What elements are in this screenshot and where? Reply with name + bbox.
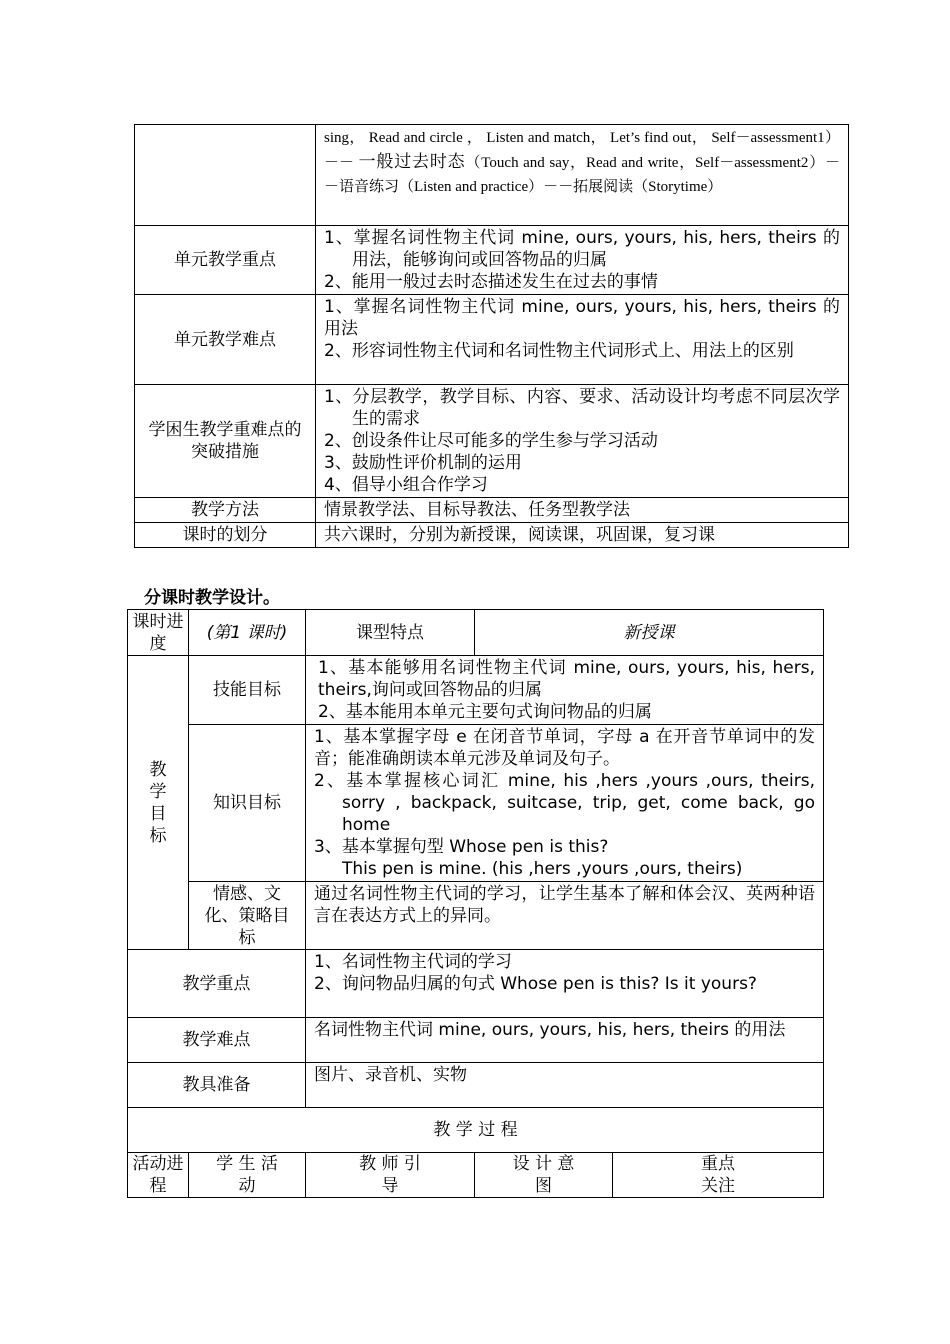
lesson-type-value: 新授课 (475, 610, 824, 656)
struggling-students-content: 1、分层教学，教学目标、内容、要求、活动设计均考虑不同层次学生的需求 2、创设条件让尽可能多的学生参与学习活动 3、鼓励性评价机制的运用 4、倡导小组合作学习 (316, 385, 849, 498)
skill-goals-content: 1、基本能够用名词性物主代词 mine, ours, yours, his, hers, theirs,询问或回答物品的归属 2、基本能用本单元主要句式询问物品的归属 (306, 656, 824, 725)
lesson-difficulty-label: 教学难点 (128, 1018, 306, 1063)
unit-difficulties-label: 单元教学难点 (135, 295, 316, 385)
progress-label: 课时进度 (128, 610, 189, 656)
lesson-division-label: 课时的划分 (135, 523, 316, 548)
knowledge-goals-label: 知识目标 (189, 725, 306, 882)
teaching-tools-label: 教具准备 (128, 1063, 306, 1108)
unit-overview-table (134, 124, 849, 548)
teaching-method-label: 教学方法 (135, 498, 316, 523)
lesson-difficulty-content: 名词性物主代词 mine, ours, yours, his, hers, theirs 的用法 (306, 1018, 824, 1063)
header-student-activity: 学 生 活 动 (189, 1153, 306, 1198)
struggling-students-label: 学困生教学重难点的突破措施 (135, 385, 316, 498)
lesson-key-label: 教学重点 (128, 950, 306, 1018)
unit-key-points-content: 1、掌握名词性物主代词 mine, ours, yours, his, hers, theirs 的用法，能够询问或回答物品的归属 2、能用一般过去时态描述发生在过去的事情 (316, 226, 849, 295)
header-design-intent: 设 计 意 图 (475, 1153, 613, 1198)
knowledge-goals-content: 1、基本掌握字母 e 在闭音节单词，字母 a 在开音节单词中的发音；能准确朗读本单元涉及单词及句子。 2、基本掌握核心词汇 mine, his ,hers ,yours ,ours, theirs, sorry , backpack, suitcase, trip, get, come back, go home 3、基本掌握句型 Whose pen is this? This pen is mine. (his ,hers ,yours ,ours, theirs) (306, 725, 824, 882)
unit-structure-text: sing， Read and circle ， Listen and match， Let’s find out， Self－assessment1）－－ 一般过去时态（Touch and say，Read and write，Self－assessment2）－－语音练习（Listen and practice）－－拓展阅读（Storytime） (316, 125, 849, 226)
lesson-key-content: 1、名词性物主代词的学习 2、询问物品归属的句式 Whose pen is this? Is it yours? (306, 950, 824, 1018)
lesson-division-content: 共六课时，分别为新授课，阅读课，巩固课，复习课 (316, 523, 849, 548)
emotion-goals-content: 通过名词性物主代词的学习，让学生基本了解和体会汉、英两种语言在表达方式上的异同。 (306, 882, 824, 950)
header-key-focus: 重点关注 (613, 1153, 824, 1198)
teaching-goals-label: 教学目标 (128, 656, 189, 950)
lesson-type-label: 课型特点 (306, 610, 475, 656)
unit-key-points-label: 单元教学重点 (135, 226, 316, 295)
process-title: 教 学 过 程 (128, 1108, 824, 1153)
section-title: 分课时教学设计。 (144, 588, 280, 608)
progress-value: (第1 课时) (189, 610, 306, 656)
unit-difficulties-content: 1、掌握名词性物主代词 mine, ours, yours, his, hers, theirs 的用法 2、形容词性物主代词和名词性物主代词形式上、用法上的区别 (316, 295, 849, 385)
teaching-method-content: 情景教学法、目标导教法、任务型教学法 (316, 498, 849, 523)
header-teacher-guidance: 教 师 引 导 (306, 1153, 475, 1198)
empty-label-cell (135, 125, 316, 226)
skill-goals-label: 技能目标 (189, 656, 306, 725)
header-activity-progress: 活动进程 (128, 1153, 189, 1198)
lesson-design-table (127, 609, 824, 1198)
teaching-tools-content: 图片、录音机、实物 (306, 1063, 824, 1108)
emotion-goals-label: 情感、文化、策略目标 (189, 882, 306, 950)
